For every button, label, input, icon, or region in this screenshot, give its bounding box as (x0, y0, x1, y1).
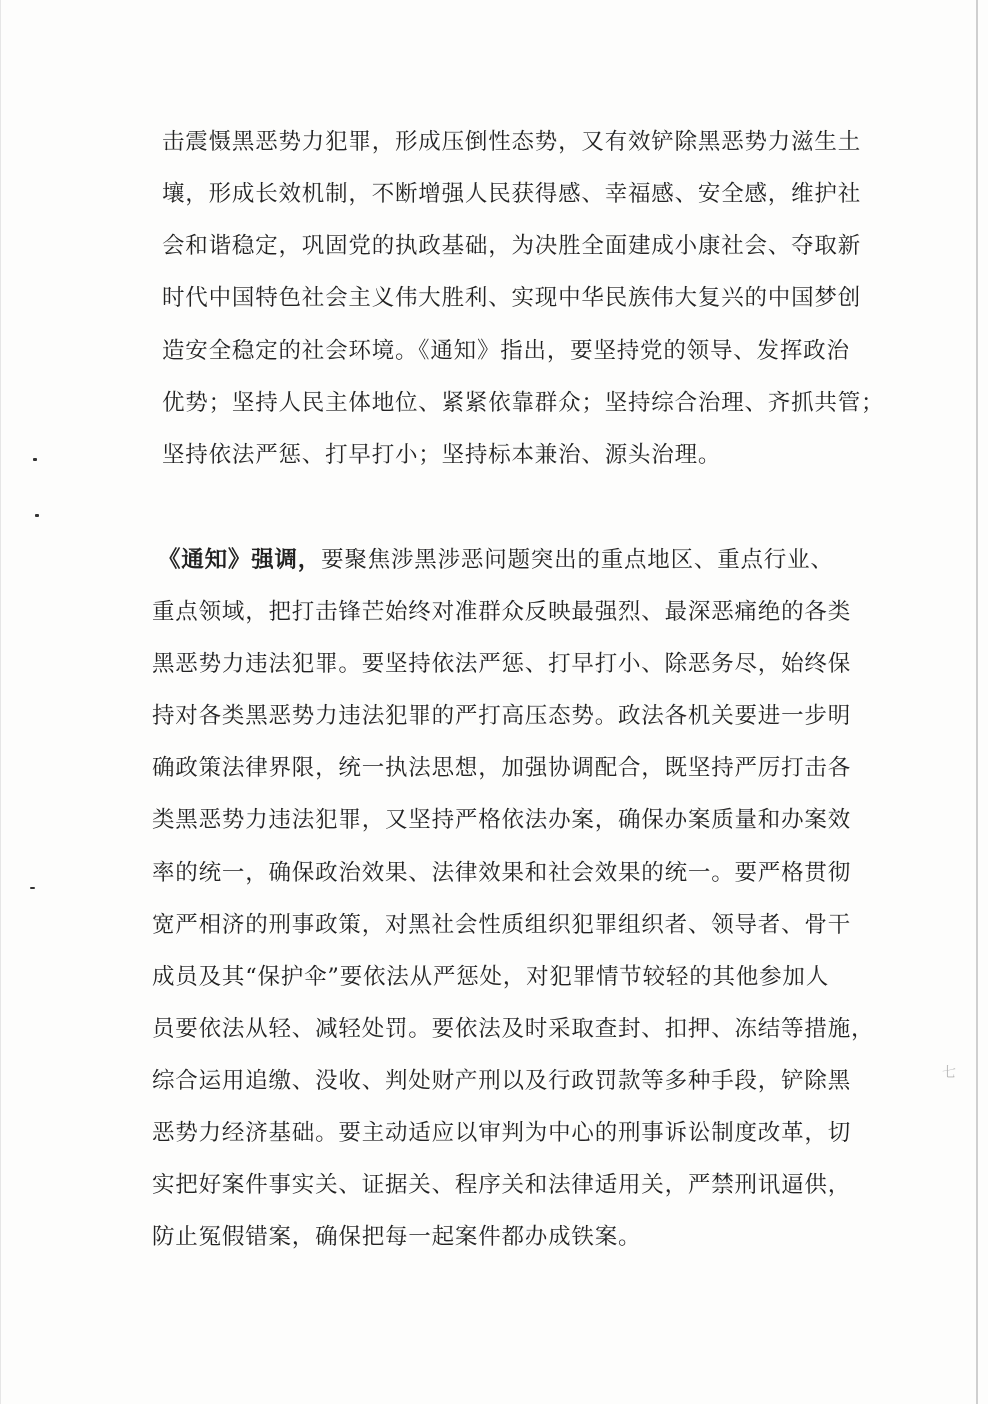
paragraph-line: 壤，形成长效机制，不断增强人民获得感、幸福感、安全感，维护社 (162, 181, 862, 207)
paragraph-line: 类黑恶势力违法犯罪，又坚持严格依法办案，确保办案质量和办案效 (152, 807, 852, 833)
paragraph-line: 确政策法律界限，统一执法思想，加强协调配合，既坚持严厉打击各 (152, 755, 852, 781)
paragraph-line: 实把好案件事实关、证据关、程序关和法律适用关，严禁刑讯逼供， (152, 1172, 852, 1198)
paragraph-line: 宽严相济的刑事政策，对黑社会性质组织犯罪组织者、领导者、骨干 (152, 912, 852, 938)
paragraph-line: 持对各类黑恶势力违法犯罪的严打高压态势。政法各机关要进一步明 (152, 703, 852, 729)
paragraph-line: 优势；坚持人民主体地位、紧紧依靠群众；坚持综合治理、齐抓共管； (162, 390, 885, 416)
paragraph-lead: 《通知》强调， (158, 547, 322, 573)
scan-speck (33, 458, 37, 461)
paragraph-line: 成员及其“保护伞”要依法从严惩处，对犯罪情节较轻的其他参加人 (152, 964, 830, 990)
paragraph-line: 坚持依法严惩、打早打小；坚持标本兼治、源头治理。 (162, 442, 722, 468)
scan-edge-right (976, 0, 978, 1404)
scan-speck (30, 887, 35, 889)
scan-edge-left (0, 0, 1, 1404)
paragraph-line: 黑恶势力违法犯罪。要坚持依法严惩、打早打小、除恶务尽，始终保 (152, 651, 852, 677)
paragraph-line: 造安全稳定的社会环境。《通知》指出，要坚持党的领导、发挥政治 (162, 338, 850, 364)
paragraph-first-line (158, 545, 834, 575)
paragraph-line: 击震慑黑恶势力犯罪，形成压倒性态势，又有效铲除黑恶势力滋生土 (162, 129, 862, 155)
paragraph-line: 时代中国特色社会主义伟大胜利、实现中华民族伟大复兴的中国梦创 (162, 285, 862, 311)
paragraph-line: 率的统一，确保政治效果、法律效果和社会效果的统一。要严格贯彻 (152, 860, 852, 886)
margin-page-mark: 七 (942, 1065, 956, 1081)
paragraph-line: 恶势力经济基础。要主动适应以审判为中心的刑事诉讼制度改革，切 (152, 1120, 852, 1146)
paragraph-line: 综合运用追缴、没收、判处财产刑以及行政罚款等多种手段，铲除黑 (152, 1068, 852, 1094)
paragraph-line: 员要依法从轻、减轻处罚。要依法及时采取查封、扣押、冻结等措施， (152, 1016, 875, 1042)
paragraph-line: 重点领域，把打击锋芒始终对准群众反映最强烈、最深恶痛绝的各类 (152, 599, 852, 625)
paragraph-line-rest: 要聚焦涉黑涉恶问题突出的重点地区、重点行业、 (321, 547, 834, 573)
paragraph-line: 会和谐稳定，巩固党的执政基础，为决胜全面建成小康社会、夺取新 (162, 233, 862, 259)
paragraph-line: 防止冤假错案，确保把每一起案件都办成铁案。 (152, 1224, 642, 1250)
scan-speck (35, 514, 39, 517)
